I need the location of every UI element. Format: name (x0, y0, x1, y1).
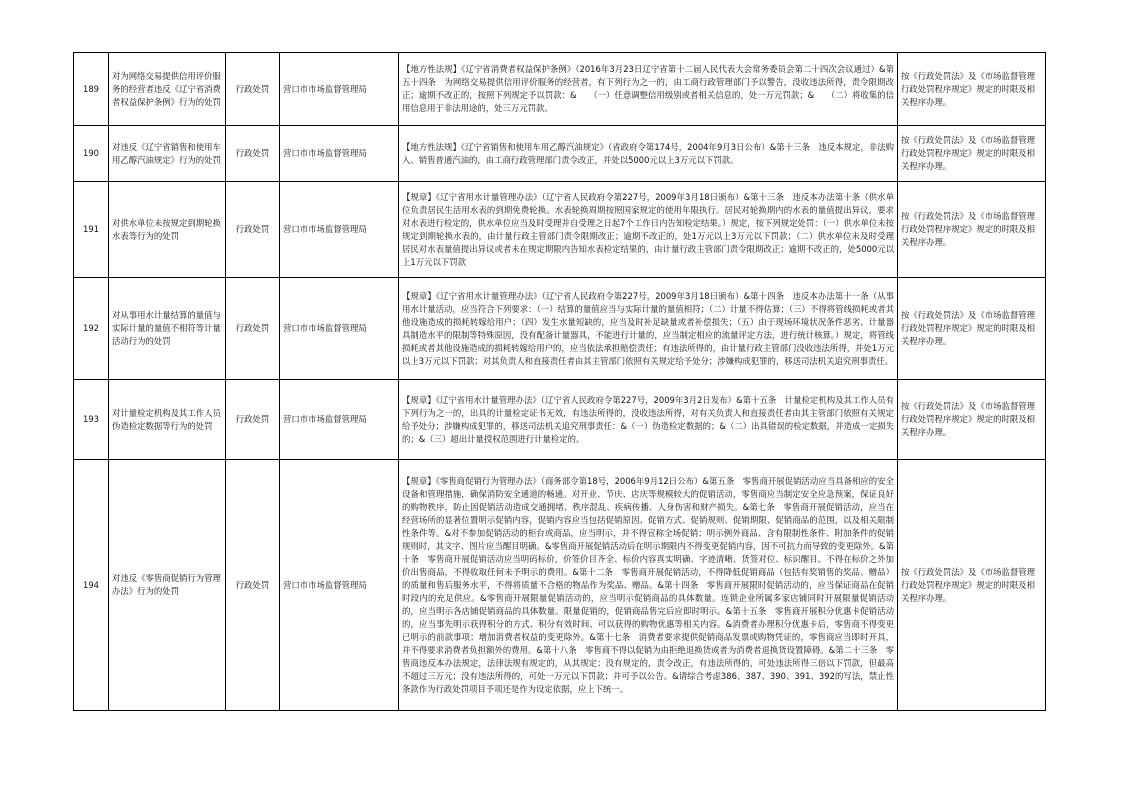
table-row (74, 380, 1046, 460)
legal-basis: 【规章】《零售商促销行为管理办法》（商务部令第18号，2006年9月12日公布）&第五条 零售商开展促销活动应当具备相应的安全设备和管理措施，确保消防安全通道的畅通。对开业、节庆、店庆等规模较大的促销活动，零售商应当制定安全应急预案，保证良好的购物秩序，防止因促销活动造成交通拥堵、秩序混乱、疾病传播、人身伤害和财产损失。&第七条 零售商开展促销活动，应当在经营场所的显著位置明示促销内容，促销内容应当包括促销原因、促销方式、促销规则、促销期限、促销商品的范围，以及相关限制性条件等。&对不参加促销活动的柜台或商品，应当明示，并不得宣称全场促销；明示例外商品、含有限制性条件、附加条件的促销规则时，其文字、图片应当醒目明确。&零售商开展促销活动后在明示期限内不得变更促销内容，因不可抗力而导致的变更除外。&第十条 零售商开展促销活动应当明码标价，价签价目齐全、标价内容真实明确、字迹清晰、货签对位、标识醒目。不得在标价之外加价出售商品，不得收取任何未予明示的费用。&第十二条 零售商开展促销活动，不得降低促销商品（包括有奖销售的奖品、赠品）的质量和售后服务水平，不得将质量不合格的物品作为奖品、赠品。&第十四条 零售商开展限时促销活动的，应当保证商品在促销时段内的充足供应。&零售商开展限量促销活动的，应当明示促销商品的具体数量。连锁企业所属多家店铺同时开展限量促销活动的，应当明示各店铺促销商品的具体数量。限量促销的，促销商品售完后应即时明示。&第十五条 零售商开展积分优惠卡促销活动的，应当事先明示获得积分的方式、积分有效时间、可以获得的购物优惠等相关内容。&消费者办理积分优惠卡后，零售商不得变更已明示的前款事项；增加消费者权益的变更除外。&第十七条 消费者要求提供促销商品发票或购物凭证的，零售商应当即时开具，并不得要求消费者负担额外的费用。&第十八条 零售商不得以促销为由拒绝退换货或者为消费者退换货设置障碍。&第二十三条 零售商违反本办法规定，法律法规有规定的，从其规定；没有规定的，责令改正，有违法所得的，可处违法所得三倍以下罚款，但最高不超过三万元；没有违法所得的，可处一万元以下罚款；并可予以公告。&请综合考虑386、387、390、391、392的写法，禁止性条款作为行政处罚项目予项还是作为设定依据，应上下统一。 (399, 460, 898, 711)
row-number: 192 (74, 278, 109, 380)
item-name: 对计量检定机构及其工作人员伪造检定数据等行为的处罚 (109, 380, 226, 460)
enforcement-department: 营口市市场监督管理局 (280, 460, 399, 711)
enforcement-department: 营口市市场监督管理局 (280, 182, 399, 278)
table-row (74, 460, 1046, 711)
procedure-note: 按《行政处罚法》及《市场监督管理行政处罚程序规定》规定的时限及相关程序办理。 (898, 182, 1046, 278)
enforcement-department: 营口市市场监督管理局 (280, 53, 399, 126)
legal-basis: 【规章】《辽宁省用水计量管理办法》（辽宁省人民政府令第227号，2009年3月2日发布）&第十五条 计量检定机构及其工作人员有下列行为之一的，出具的计量检定证书无效，有违法所得的，没收违法所得，对有关负责人和直接责任者由其主管部门依照有关规定给予处分；涉嫌构成犯罪的，移送司法机关追究刑事责任：&（一）伪造检定数据的；&（二）出具错误的检定数据，并造成一定损失的；&（三）超出计量授权范围进行计量检定的。 (399, 380, 898, 460)
procedure-note: 按《行政处罚法》及《市场监督管理行政处罚程序规定》规定的时限及相关程序办理。 (898, 460, 1046, 711)
table-row (74, 278, 1046, 380)
legal-basis: 【地方性法规】《辽宁省销售和使用车用乙醇汽油规定》（省政府令第174号，2004年9月3日公布）&第十三条 违反本规定，非法购入、销售普通汽油的，由工商行政管理部门责令改正，并处以5000元以上3万元以下罚款。 (399, 126, 898, 182)
penalty-type: 行政处罚 (226, 53, 280, 126)
table-row (74, 126, 1046, 182)
row-number: 193 (74, 380, 109, 460)
item-name: 对从事用水计量结算的量值与实际计量的量值不相符等计量活动行为的处罚 (109, 278, 226, 380)
row-number: 189 (74, 53, 109, 126)
item-name: 对违反《零售商促销行为管理办法》行为的处罚 (109, 460, 226, 711)
legal-basis: 【规章】《辽宁省用水计量管理办法》（辽宁省人民政府令第227号，2009年3月18日颁布）&第十三条 违反本办法第十条（供水单位负责居民生活用水表的到期免费轮换。水表轮换周期按照国家规定的使用年限执行。居民对轮换期内的水表的量值提出异议，要求对水表进行检定的，供水单位应当及时受理并自受理之日起7个工作日内告知检定结果。）规定，按下列规定处罚：（一）供水单位未按规定到期轮换水表的，由计量行政主管部门责令限期改正；逾期不改正的，处1万元以上3万元以下罚款；（二）供水单位未及时受理居民对水表量值提出异议或者未在规定期限内告知水表检定结果的，由计量行政主管部门责令限期改正；逾期不改正的，处5000元以上1万元以下罚款 (399, 182, 898, 278)
item-name: 对供水单位未按规定到期轮换水表等行为的处罚 (109, 182, 226, 278)
row-number: 194 (74, 460, 109, 711)
penalty-type: 行政处罚 (226, 380, 280, 460)
procedure-note: 按《行政处罚法》及《市场监督管理行政处罚程序规定》规定的时限及相关程序办理。 (898, 126, 1046, 182)
row-number: 190 (74, 126, 109, 182)
table-row (74, 53, 1046, 126)
enforcement-department: 营口市市场监督管理局 (280, 278, 399, 380)
penalty-type: 行政处罚 (226, 126, 280, 182)
item-name: 对为网络交易提供信用评价服务的经营者违反《辽宁省消费者权益保护条例》行为的处罚 (109, 53, 226, 126)
penalty-type: 行政处罚 (226, 278, 280, 380)
procedure-note: 按《行政处罚法》及《市场监督管理行政处罚程序规定》规定的时限及相关程序办理。 (898, 278, 1046, 380)
procedure-note: 按《行政处罚法》及《市场监督管理行政处罚程序规定》规定的时限及相关程序办理。 (898, 380, 1046, 460)
penalty-items-table (73, 52, 1046, 711)
item-name: 对违反《辽宁省销售和使用车用乙醇汽油规定》行为的处罚 (109, 126, 226, 182)
legal-basis: 【地方性法规】《辽宁省消费者权益保护条例》（2016年3月23日辽宁省第十二届人民代表大会常务委员会第二十四次会议通过）&第五十四条 为网络交易提供信用评价服务的经营者，有下列行为之一的，由工商行政管理部门予以警告，没收违法所得，责令限期改正；逾期不改正的，按照下列规定予以罚款：& （一）任意调整信用级别或者相关信息的，处一万元罚款；& （二）将收集的信用信息用于非法用途的，处三万元罚款。 (399, 53, 898, 126)
table-row (74, 182, 1046, 278)
enforcement-department: 营口市市场监督管理局 (280, 380, 399, 460)
procedure-note: 按《行政处罚法》及《市场监督管理行政处罚程序规定》规定的时限及相关程序办理。 (898, 53, 1046, 126)
penalty-type: 行政处罚 (226, 460, 280, 711)
row-number: 191 (74, 182, 109, 278)
penalty-type: 行政处罚 (226, 182, 280, 278)
legal-basis: 【规章】《辽宁省用水计量管理办法》（辽宁省人民政府令第227号，2009年3月18日颁布）&第十四条 违反本办法第十一条（从事用水计量活动，应当符合下列要求：（一）结算的量值应当与实际计量的量值相符；（二）计量不得估算；（三）不得将管线损耗或者其他设施造成的损耗转嫁给用户；（四）发生水量短缺的，应当及时补足缺量或者补偿损失；（五）由于现场环境状况条件恶劣、计量器具制造水平的限制等特殊原因，没有配备计量器具，不能进行计量的，应当制定相应的流量评定方法，进行统计核算。）规定，将管线损耗或者其他设施造成的损耗转嫁给用户的，应当依法承担赔偿责任；有违法所得的，由计量行政主管部门没收违法所得，并处1万元以上3万元以下罚款；对其负责人和直接责任者由其主管部门依照有关规定给予处分；涉嫌构成犯罪的，移送司法机关追究刑事责任。 (399, 278, 898, 380)
enforcement-department: 营口市市场监督管理局 (280, 126, 399, 182)
